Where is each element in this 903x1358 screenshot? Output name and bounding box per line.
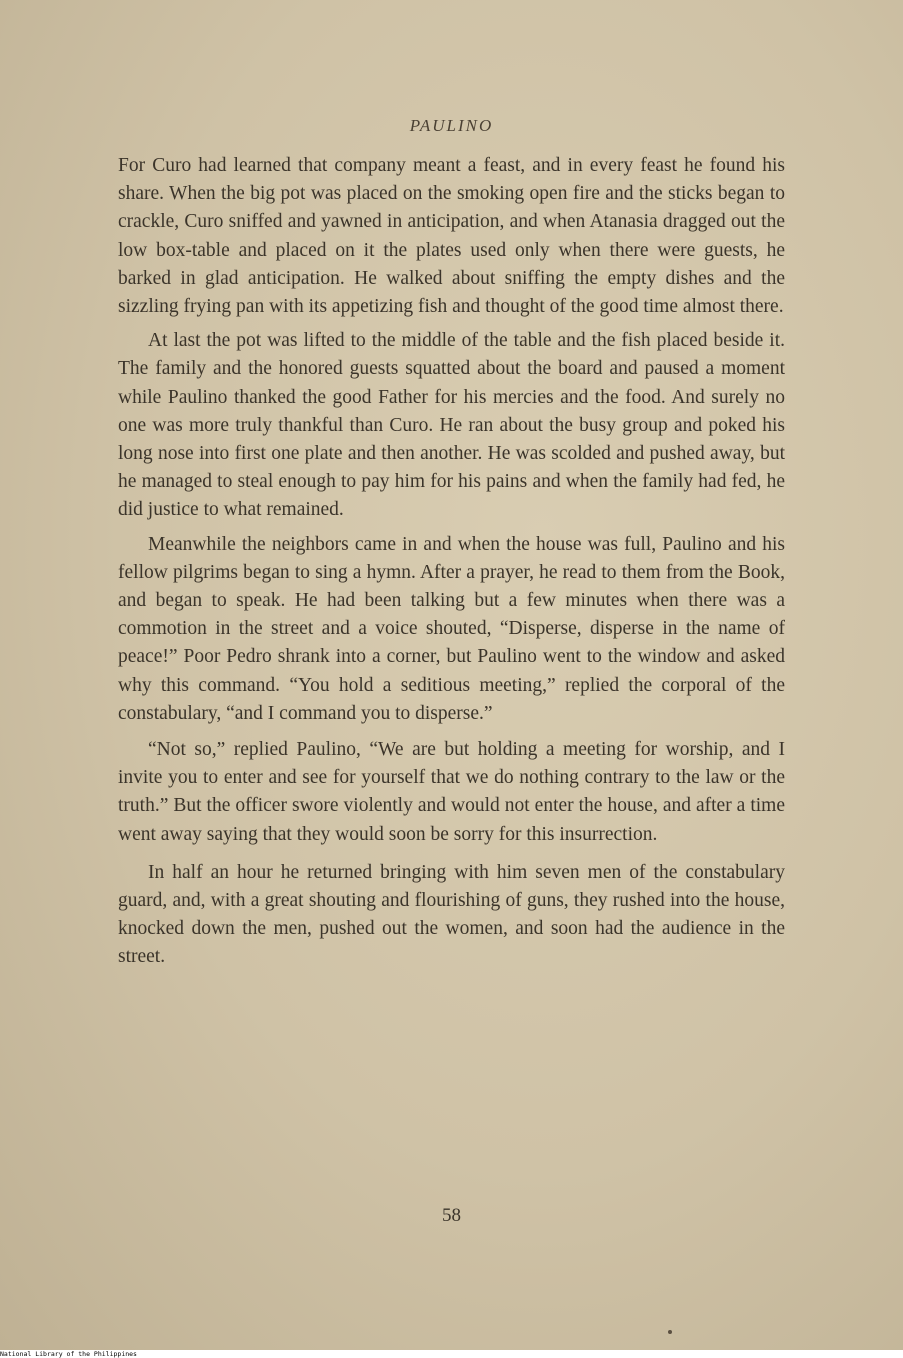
paragraph-5: In half an hour he returned bringing with him seven men of the constabulary guard, and, with a great shouting and flourishing of guns, they rushed into the house, knocked down the men, pushed out the women, and soon had the audience in the street. — [118, 861, 785, 968]
paragraph-4: “Not so,” replied Paulino, “We are but holding a meeting for worship, and I invite you to enter and see for yourself that we do nothing contrary to the law or the truth.” But the officer swore violently and would not enter the house, and after a time went away saying that they would soon be sorry for this insurrection. — [118, 739, 785, 845]
running-head: PAULINO — [409, 116, 494, 135]
page-number: 58 — [442, 1205, 461, 1226]
paragraph-1: For Curo had learned that company meant a feast, and in every feast he found his share. When the big pot was placed on the smoking open fire and the sticks began to crackle, Curo sniffed and yawned in anticipation, and when Atanasia dragged out the low box-table and placed on it the plates used only when there were guests, he barked in glad anticipation. He walked about sniffing the empty dishes and the sizzling frying pan with its appetizing fish and thought of the good time almost there. — [118, 155, 785, 318]
body-text — [118, 152, 785, 972]
library-credit: National Library of the Philippines — [0, 1350, 137, 1358]
paragraph-3: Meanwhile the neighbors came in and when the house was full, Paulino and his fellow pilgrims began to sing a hymn. After a prayer, he read to them from the Book, and began to speak. He had been talking but a few minutes when there was a commotion in the street and a voice shouted, “Disperse, disperse in the name of peace!” Poor Pedro shrank into a corner, but Paulino went to the window and asked why this command. “You hold a seditious meeting,” replied the corporal of the constabulary, “and I command you to disperse.” — [118, 533, 785, 724]
paragraph-2: At last the pot was lifted to the middle of the table and the fish placed beside it. The family and the honored guests squatted about the board and paused a moment while Paulino thanked the good Father for his mercies and the food. And surely no one was more truly thankful than Curo. He ran about the busy group and poked his long nose into first one plate and then another. He was scolded and pushed away, but he managed to steal enough to pay him for his pains and when the family had fed, he did justice to what remained. — [118, 330, 785, 521]
paper-speck — [668, 1330, 672, 1334]
